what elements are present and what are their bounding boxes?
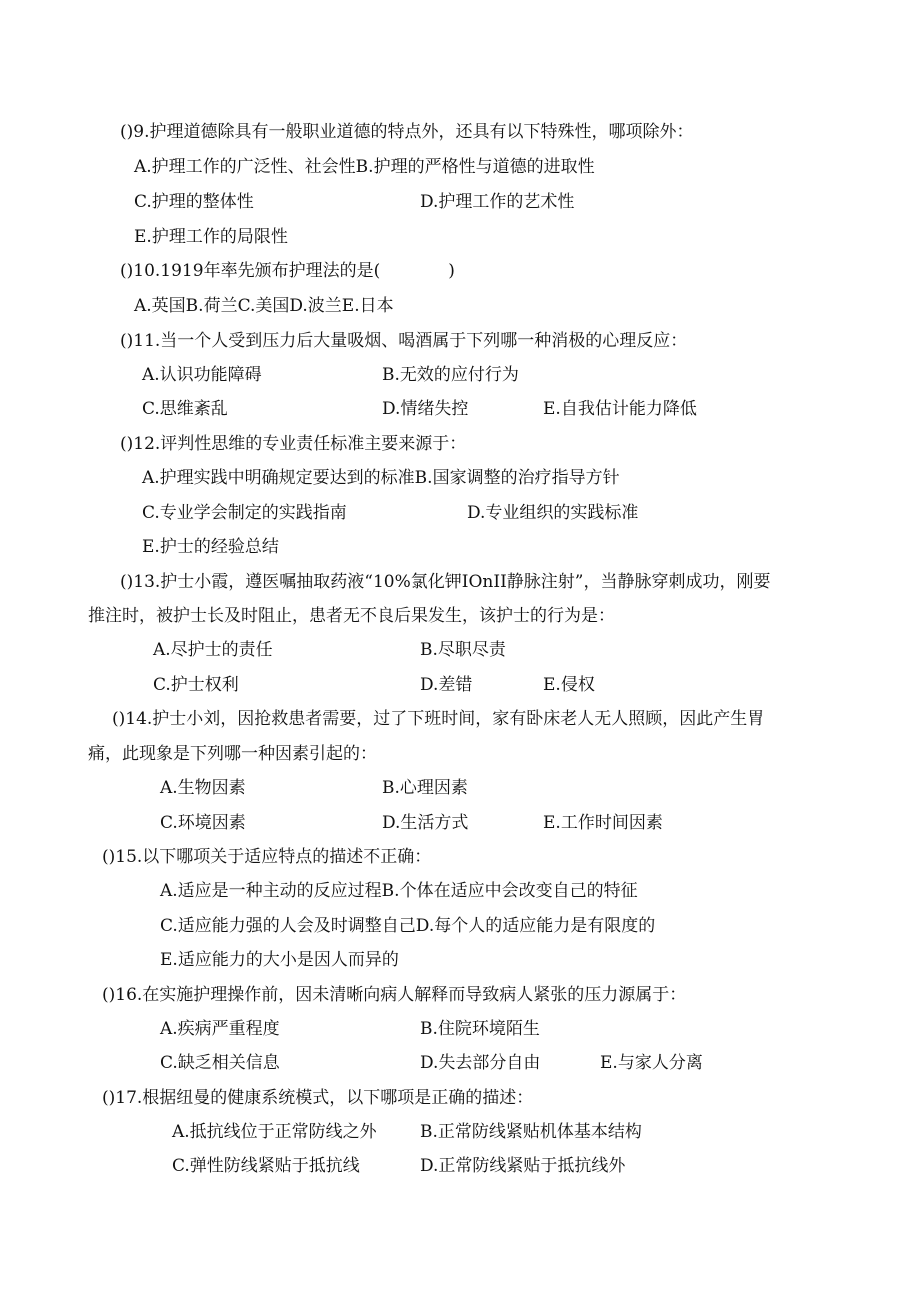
q13-option-d: D.差错 <box>420 675 473 695</box>
q12-stem: ()12.评判性思维的专业责任标准主要来源于： <box>120 434 467 454</box>
q13-stem-line2: 推注时，被护士长及时阻止，患者无不良后果发生，该护士的行为是： <box>88 606 615 626</box>
q16-option-d: D.失去部分自由 <box>420 1053 541 1073</box>
q17-option-c: C.弹性防线紧贴于抵抗线 <box>172 1156 360 1176</box>
q11-option-c: C.思维紊乱 <box>142 399 228 419</box>
q14-stem-line1: ()14.护士小刘，因抢救患者需要，过了下班时间，家有卧床老人无人照顾，因此产生胃 <box>112 709 765 729</box>
q11-option-e: E.自我估计能力降低 <box>543 399 697 419</box>
q17-option-d: D.正常防线紧贴于抵抗线外 <box>420 1156 626 1176</box>
q16-stem: ()16.在实施护理操作前，因未清晰向病人解释而导致病人紧张的压力源属于： <box>102 985 687 1005</box>
q15-option-cd: C.适应能力强的人会及时调整自己D.每个人的适应能力是有限度的 <box>160 916 656 936</box>
q15-option-ab: A.适应是一种主动的反应过程B.个体在适应中会改变自己的特征 <box>160 881 638 901</box>
q13-option-b: B.尽职尽责 <box>420 640 506 660</box>
q9-stem: ()9.护理道德除具有一般职业道德的特点外，还具有以下特殊性，哪项除外： <box>120 122 694 142</box>
q10-stem: ()10.1919年率先颁布护理法的是( ) <box>120 261 455 281</box>
q15-option-e: E.适应能力的大小是因人而异的 <box>160 950 399 970</box>
q14-option-a: A.生物因素 <box>160 778 246 798</box>
q13-option-a: A.尽护士的责任 <box>153 640 273 660</box>
q14-option-b: B.心理因素 <box>382 778 468 798</box>
q12-option-d: D.专业组织的实践标准 <box>467 503 639 523</box>
q9-option-c: C.护理的整体性 <box>134 192 254 212</box>
q15-stem: ()15.以下哪项关于适应特点的描述不正确： <box>102 847 432 867</box>
q9-option-d: D.护理工作的艺术性 <box>420 192 575 212</box>
q16-option-b: B.住院环境陌生 <box>420 1019 540 1039</box>
q13-option-e: E.侵权 <box>543 675 595 695</box>
q12-option-c: C.专业学会制定的实践指南 <box>142 503 347 523</box>
q14-option-e: E.工作时间因素 <box>543 813 663 833</box>
q16-option-c: C.缺乏相关信息 <box>160 1053 280 1073</box>
q13-stem-line1: ()13.护士小霞，遵医嘱抽取药液“10%氯化钾IOnII静脉注射”，当静脉穿刺成功，刚要 <box>120 572 771 592</box>
q14-option-c: C.环境因素 <box>160 813 246 833</box>
q9-option-ab: A.护理工作的广泛性、社会性B.护理的严格性与道德的进取性 <box>134 157 595 177</box>
q10-options: A.英国B.荷兰C.美国D.波兰E.日本 <box>134 296 394 316</box>
q12-option-e: E.护士的经验总结 <box>142 537 279 557</box>
q12-option-ab: A.护理实践中明确规定要达到的标准B.国家调整的治疗指导方针 <box>142 468 620 488</box>
q17-option-a: A.抵抗线位于正常防线之外 <box>172 1122 377 1142</box>
q9-option-e: E.护理工作的局限性 <box>134 227 288 247</box>
q11-option-d: D.情绪失控 <box>382 399 469 419</box>
q11-option-a: A.认识功能障碍 <box>142 365 262 385</box>
q13-option-c: C.护士权利 <box>153 675 239 695</box>
q11-stem: ()11.当一个人受到压力后大量吸烟、喝酒属于下列哪一种消极的心理反应： <box>120 331 688 351</box>
q17-stem: ()17.根据纽曼的健康系统模式，以下哪项是正确的描述： <box>102 1088 534 1108</box>
q11-option-b: B.无效的应付行为 <box>382 365 519 385</box>
q16-option-e: E.与家人分离 <box>600 1053 703 1073</box>
q16-option-a: A.疾病严重程度 <box>160 1019 280 1039</box>
q14-stem-line2: 痛，此现象是下列哪一种因素引起的： <box>88 744 377 764</box>
q17-option-b: B.正常防线紧贴机体基本结构 <box>420 1122 642 1142</box>
q14-option-d: D.生活方式 <box>382 813 469 833</box>
